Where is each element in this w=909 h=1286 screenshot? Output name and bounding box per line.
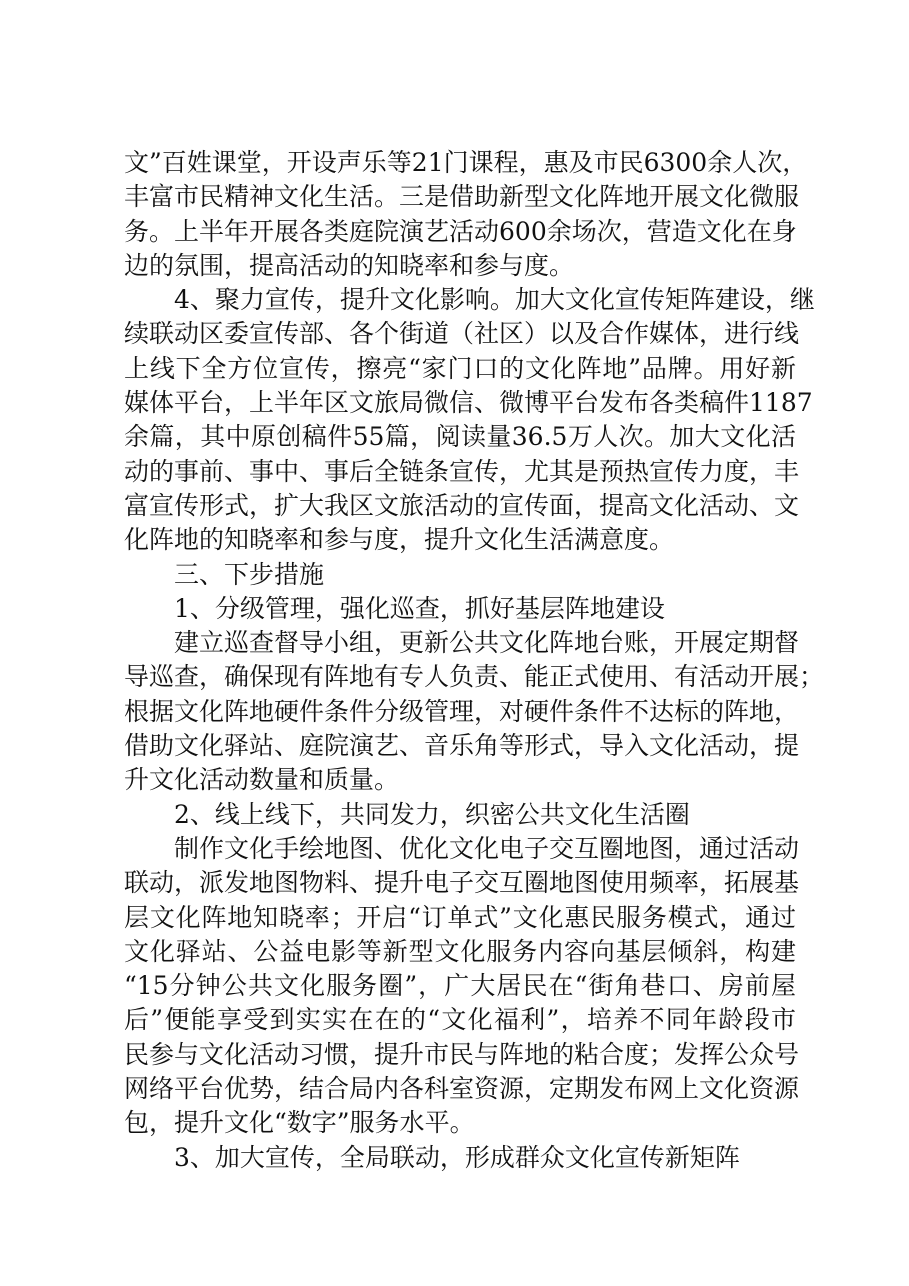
text-line: 根据文化阵地硬件条件分级管理，对硬件条件不达标的阵地， <box>124 696 800 726</box>
text-line: 媒体平台，上半年区文旅局微信、微博平台发布各类稿件1187 <box>124 388 813 418</box>
text-line: 余篇，其中原创稿件55篇，阅读量36.5万人次。加大文化活 <box>124 422 796 452</box>
text-line: 三、下步措施 <box>174 559 325 589</box>
text-line: 文”百姓课堂，开设声乐等21门课程，惠及市民6300余人次， <box>124 148 808 177</box>
text-line: 富宣传形式，扩大我区文旅活动的宣传面，提高文化活动、文 <box>124 490 800 520</box>
text-line: 包，提升文化“数字”服务水平。 <box>124 1108 475 1138</box>
text-line: 上线下全方位宣传，擦亮“家门口的文化阵地”品牌。用好新 <box>124 353 796 383</box>
text-line: 导巡查，确保现有阵地有专人负责、能正式使用、有活动开展； <box>124 662 825 692</box>
text-line: 文化驿站、公益电影等新型文化服务内容向基层倾斜，构建 <box>124 936 796 966</box>
text-line: 联动，派发地图物料、提升电子交互圈地图使用频率，拓展基 <box>124 868 800 898</box>
text-line: 丰富市民精神文化生活。三是借助新型文化阵地开展文化微服 <box>124 182 800 212</box>
text-line: “15分钟公共文化服务圈”，广大居民在“街角巷口、房前屋 <box>124 971 796 1001</box>
text-line: 2、线上线下，共同发力，织密公共文化生活圈 <box>174 799 690 829</box>
text-line: 3、加大宣传，全局联动，形成群众文化宣传新矩阵 <box>174 1142 740 1172</box>
text-line: 制作文化手绘地图、优化文化电子交互圈地图，通过活动 <box>174 833 800 863</box>
text-line: 续联动区委宣传部、各个街道（社区）以及合作媒体，进行线 <box>124 319 800 349</box>
text-line: 动的事前、事中、事后全链条宣传，尤其是预热宣传力度，丰 <box>124 456 800 486</box>
text-line: 网络平台优势，结合局内各科室资源，定期发布网上文化资源 <box>124 1074 800 1104</box>
text-line: 4、聚力宣传，提升文化影响。加大文化宣传矩阵建设，继 <box>174 285 815 315</box>
text-line: 民参与文化活动习惯，提升市民与阵地的粘合度；发挥公众号 <box>124 1039 800 1069</box>
document-body <box>124 146 825 1175</box>
text-line: 借助文化驿站、庭院演艺、音乐角等形式，导入文化活动，提 <box>124 731 800 761</box>
text-line: 1、分级管理，强化巡查，抓好基层阵地建设 <box>174 593 665 623</box>
text-line: 边的氛围，提高活动的知晓率和参与度。 <box>124 250 575 280</box>
text-line: 升文化活动数量和质量。 <box>124 765 400 795</box>
text-line: 层文化阵地知晓率；开启“订单式”文化惠民服务模式，通过 <box>124 902 796 932</box>
text-line: 务。上半年开展各类庭院演艺活动600余场次，营造文化在身 <box>124 216 797 246</box>
text-line: 建立巡查督导小组，更新公共文化阵地台账，开展定期督 <box>174 628 800 658</box>
text-line: 后”便能享受到实实在在的“文化福利”，培养不同年龄段市 <box>124 1005 796 1035</box>
text-line: 化阵地的知晓率和参与度，提升文化生活满意度。 <box>124 525 675 555</box>
